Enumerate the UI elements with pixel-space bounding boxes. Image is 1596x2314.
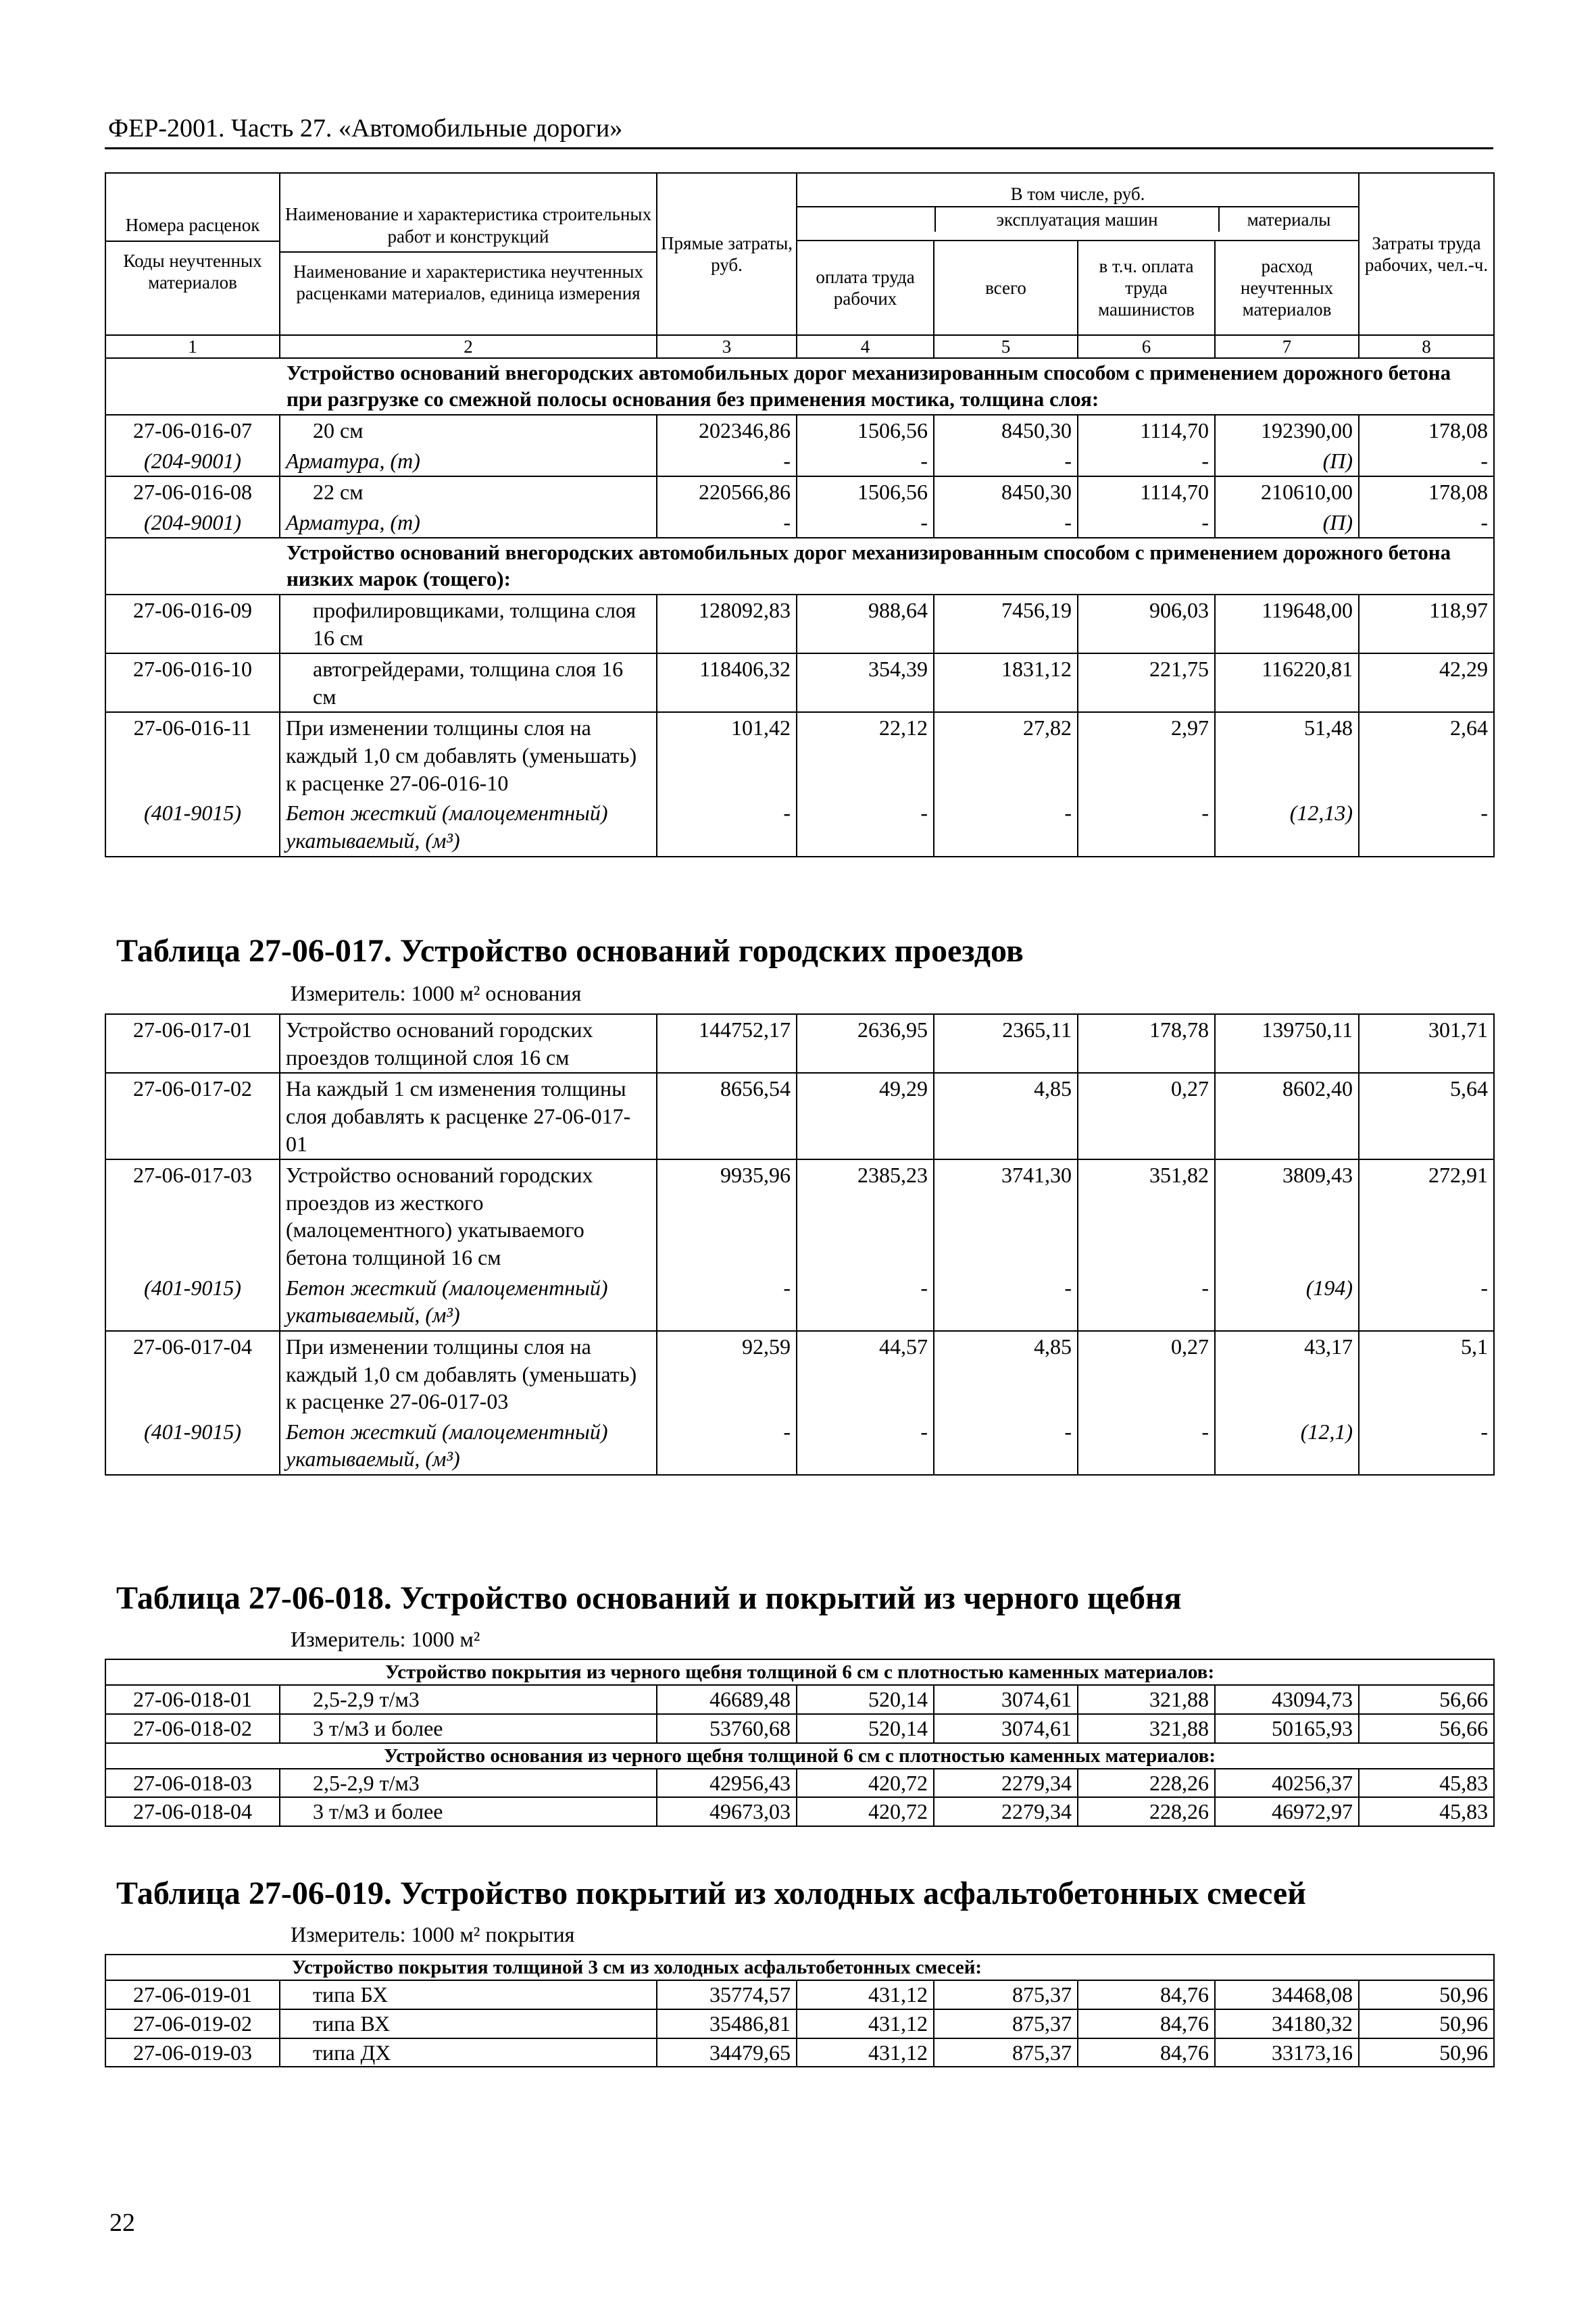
section-row: Устройство покрытия из черного щебня толщиной 6 см с плотностью каменных материалов: [105,1659,1494,1685]
header-machines-operators: в т.ч. оплата труда машинистов [1078,241,1215,335]
table-unit-017: Измеритель: 1000 м² основания [291,981,582,1005]
table-row: 27-06-018-04 3 т/м3 и более 49673,03 420,72 2279,34 228,26 46972,97 45,83 [105,1797,1494,1826]
header-labor-pay: оплата труда рабочих [797,241,934,335]
header-incl-sub: эксплуатация машин материалы [797,207,1358,232]
table-row: 27-06-016-10 автогрейдерами, толщина слоя 16 см 118406,32 354,39 1831,12 221,75 116220,81 42,29 [105,653,1494,712]
table-title-019: Таблица 27-06-019. Устройство покрытий из холодных асфальтобетонных смесей [116,1876,1306,1911]
page-header: ФЕР-2001. Часть 27. «Автомобильные дороги» [108,114,623,143]
section-row: Устройство оснований внегородских автомобильных дорог механизированным способом с применением дорожного бетона при разгрузке со смежной полосы основания без применения мостика, толщина слоя: [105,358,1494,415]
table-title-017: Таблица 27-06-017. Устройство оснований городских проездов [116,933,1024,969]
table-row-material: (204-9001) Арматура, (т) - - - - (П) - [105,507,1494,538]
header-machines-total: всего [934,241,1078,335]
table-row: 27-06-018-01 2,5-2,9 т/м3 46689,48 520,14 3074,61 321,88 43094,73 56,66 [105,1685,1494,1714]
table-row: 27-06-017-04 При изменении толщины слоя на каждый 1,0 см добавлять (уменьшать) к расценке 27-06-017-03 92,59 44,57 4,85 0,27 43,17 5,1 [105,1331,1494,1417]
table-row: 27-06-019-01 типа БХ 35774,57 431,12 875,37 84,76 34468,08 50,96 [105,1980,1494,2009]
table-unit-019: Измеритель: 1000 м² покрытия [291,1922,575,1946]
header-rule [105,147,1493,149]
table-27-06-018 [105,1659,1495,1827]
table-row: 27-06-016-07 20 см 202346,86 1506,56 8450,30 1114,70 192390,00 178,08 [105,415,1494,446]
table-row: 27-06-016-09 профилировщиками, толщина слоя 16 см 128092,83 988,64 7456,19 906,03 119648,00 118,97 [105,595,1494,653]
header-row-1 [105,173,1494,241]
table-27-06-019 [105,1954,1495,2067]
section-row: Устройство покрытия толщиной 3 см из холодных асфальтобетонных смесей: [105,1955,1494,1980]
table-row-material: (401-9015) Бетон жесткий (малоцементный) укатываемый, (м³) - - - - (12,1) - [105,1417,1494,1475]
section-row: Устройство основания из черного щебня толщиной 6 см с плотностью каменных материалов: [105,1743,1494,1769]
page-number: 22 [109,2209,135,2237]
table-row: 27-06-016-08 22 см 220566,86 1506,56 8450,30 1114,70 210610,00 178,08 [105,476,1494,507]
header-incl: В том числе, руб. эксплуатация машин материалы [797,173,1359,241]
header-col1: Номера расценок Коды неучтенных материалов [105,173,280,335]
header-col-numbers: 1 2 3 4 5 6 7 8 [105,335,1494,358]
table-row: 27-06-017-02 На каждый 1 см изменения толщины слоя добавлять к расценке 27-06-017-01 8656,54 49,29 4,85 0,27 8602,40 5,64 [105,1073,1494,1159]
section-row: Устройство оснований внегородских автомобильных дорог механизированным способом с применением дорожного бетона низких марок (тощего): [105,538,1494,595]
header-direct-costs: Прямые затраты, руб. [657,173,797,335]
table-title-018: Таблица 27-06-018. Устройство оснований и покрытий из черного щебня [116,1580,1182,1616]
table-row: 27-06-019-03 типа ДХ 34479,65 431,12 875,37 84,76 33173,16 50,96 [105,2038,1494,2067]
table-row: 27-06-019-02 типа ВХ 35486,81 431,12 875,37 84,76 34180,32 50,96 [105,2009,1494,2038]
table-row-material: (204-9001) Арматура, (т) - - - - (П) - [105,446,1494,477]
table-row: 27-06-017-01 Устройство оснований городских проездов толщиной слоя 16 см 144752,17 2636,95 2365,11 178,78 139750,11 301,71 [105,1014,1494,1073]
table-row: 27-06-017-03 Устройство оснований городских проездов из жесткого (малоцементного) укатываемого бетона толщиной 16 см 9935,96 2385,23 3741,30 351,82 3809,43 272,91 [105,1159,1494,1273]
table-27-06-017 [105,1013,1495,1476]
table-row: 27-06-016-11 При изменении толщины слоя на каждый 1,0 см добавлять (уменьшать) к расценке 27-06-016-10 101,42 22,12 27,82 2,97 51,48 2,64 [105,712,1494,798]
table-row: 27-06-018-02 3 т/м3 и более 53760,68 520,14 3074,61 321,88 50165,93 56,66 [105,1714,1494,1743]
table-27-06-016 [105,172,1495,857]
table-row-material: (401-9015) Бетон жесткий (малоцементный) укатываемый, (м³) - - - - (12,13) - [105,798,1494,856]
header-labor-costs: Затраты труда рабочих, чел.-ч. [1359,173,1494,335]
table-row: 27-06-018-03 2,5-2,9 т/м3 42956,43 420,72 2279,34 228,26 40256,37 45,83 [105,1769,1494,1798]
table-row-material: (401-9015) Бетон жесткий (малоцементный) укатываемый, (м³) - - - - (194) - [105,1273,1494,1331]
header-materials-unaccounted: расход неучтенных материалов [1215,241,1359,335]
table-unit-018: Измеритель: 1000 м² [291,1627,480,1651]
header-col2: Наименование и характеристика строительных работ и конструкций Наименование и характеристика неучтенных расценками материалов, единица измерения [280,173,657,335]
